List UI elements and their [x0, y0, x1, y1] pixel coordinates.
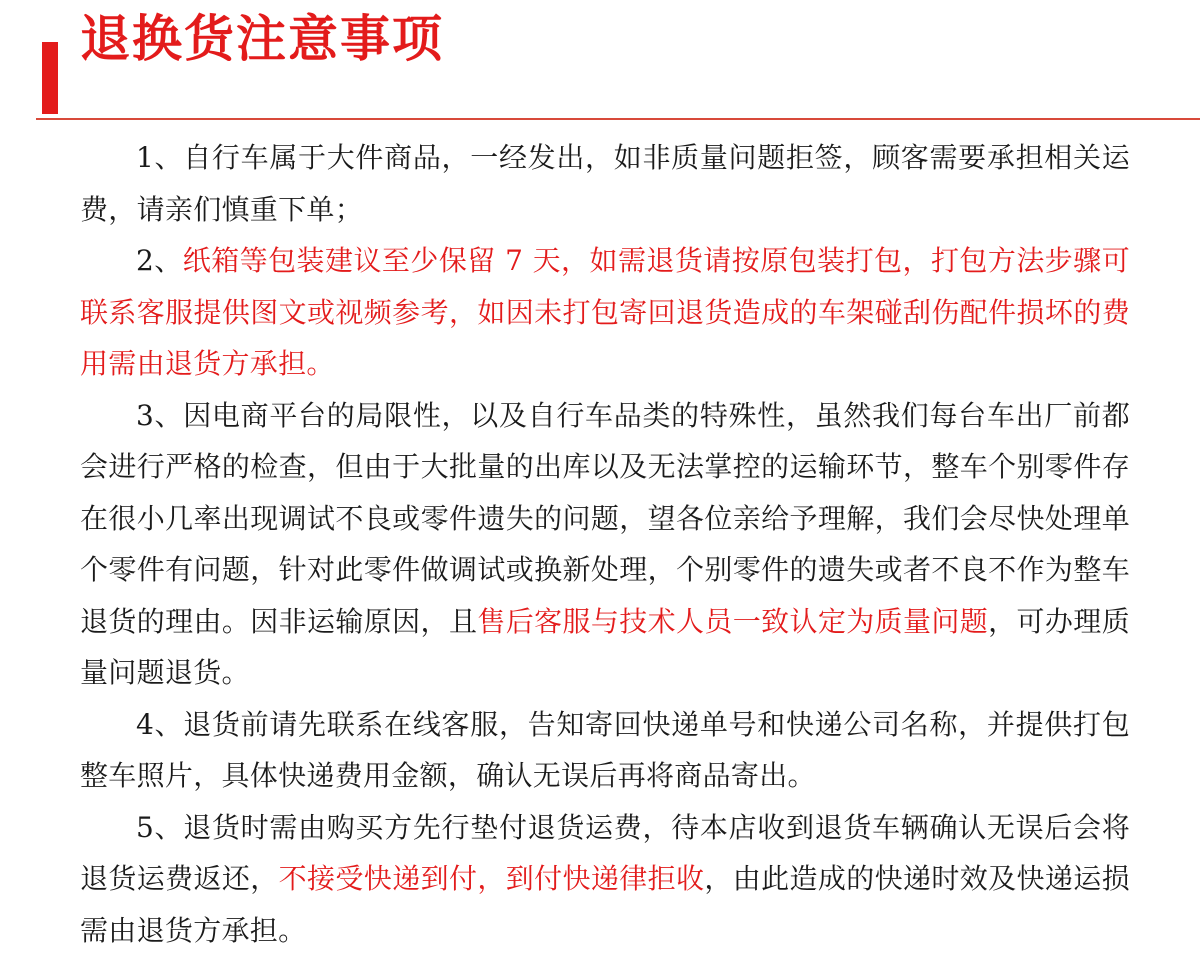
notice-highlight: 纸箱等包装建议至少保留 7 天，如需退货请按原包装打包，打包方法步骤可联系客服提供图文或视频参考，如因未打包寄回退货造成的车架碰刮伤配件损坏的费用需由退货方承担。: [80, 244, 1130, 380]
notice-text: 3、因电商平台的局限性，以及自行车品类的特殊性，虽然我们每台车出厂前都会进行严格的检查，但由于大批量的出库以及无法掌控的运输环节，整车个别零件存在很小几率出现调试不良或零件遗失的问题，望各位亲给予理解，我们会尽快处理单个零件有问题，针对此零件做调试或换新处理，个别零件的遗失或者不良不作为整车退货的理由。因非运输原因，且: [80, 398, 1130, 638]
page-title: 退换货注意事项: [80, 9, 444, 68]
notice-text: 5、退货时需由购买方先行垫付退货运费，待本店收到退货车辆确认无误后会将退货运费返还，: [80, 810, 1130, 895]
notice-item-4: [80, 699, 1130, 802]
notice-highlight: 不接受快递到付，到付快递律拒收: [278, 862, 705, 895]
notice-text: 4、退货前请先联系在线客服，告知寄回快递单号和快递公司名称，并提供打包整车照片，具体快递费用金额，确认无误后再将商品寄出。: [80, 707, 1130, 792]
notice-highlight: 售后客服与技术人员一致认定为质量问题: [477, 604, 989, 638]
notice-text: ，由此造成的快递时效及快递运损需由退货方承担。: [80, 862, 1130, 947]
notice-body: [80, 132, 1130, 956]
title-accent-bar: [42, 42, 58, 114]
notice-item-2: [80, 235, 1130, 390]
title-divider: [36, 118, 1200, 120]
notice-item-3: [80, 390, 1130, 699]
notice-text: 1、自行车属于大件商品，一经发出，如非质量问题拒签，顾客需要承担相关运费，请亲们慎重下单；: [80, 141, 1130, 226]
notice-item-1: [80, 132, 1130, 235]
notice-text: 2、: [136, 244, 183, 277]
notice-text: ，可办理质量问题退货。: [80, 604, 1130, 689]
notice-item-5: [80, 802, 1130, 957]
